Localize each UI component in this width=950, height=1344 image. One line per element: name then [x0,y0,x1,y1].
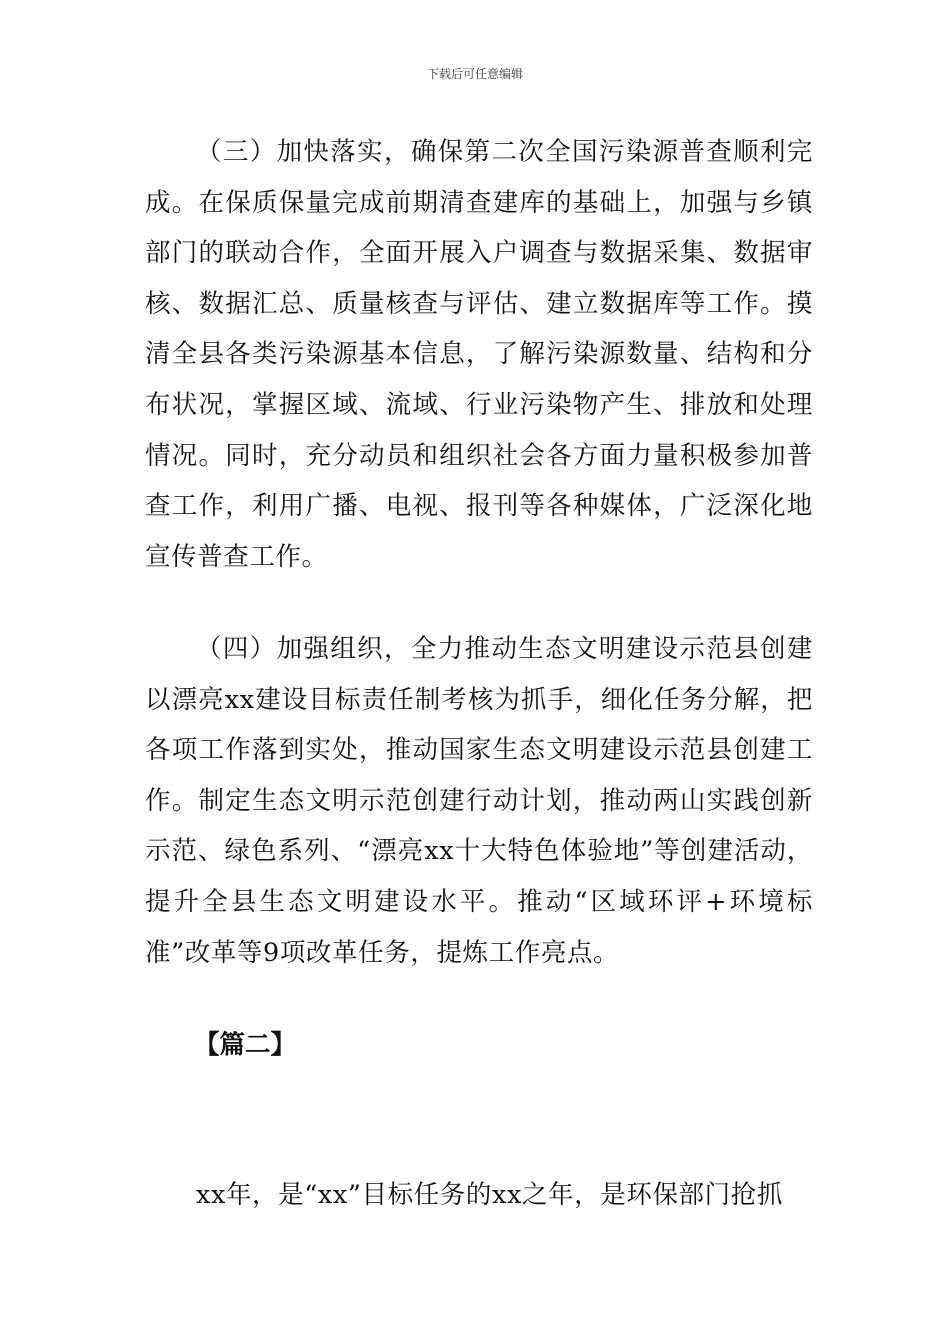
section-heading-part-two: 【篇二】 [194,1030,297,1060]
paragraph-section-three: （三）加快落实，确保第二次全国污染源普查顺利完成。在保质保量完成前期清查建库的基础上，加强与乡镇部门的联动合作，全面开展入户调查与数据采集、数据审核、数据汇总、质量核查与评估、建立数据库等工作。摸清全县各类污染源基本信息，了解污染源数量、结构和分布状况，掌握区域、流域、行业污染物产生、排放和处理情况。同时，充分动员和组织社会各方面力量积极参加普查工作，利用广播、电视、报刊等各种媒体，广泛深化地宣传普查工作。 [145,137,813,572]
paragraph-part-two-intro: xx年，是“xx”目标任务的xx之年，是环保部门抢抓 [196,1180,783,1210]
paragraph-section-four: （四）加强组织，全力推动生态文明建设示范县创建以漂亮xx建设目标责任制考核为抓手，细化任务分解，把各项工作落到实处，推动国家生态文明建设示范县创建工作。制定生态文明示范创建行动计划，推动两山实践创新示范、绿色系列、“漂亮xx十大特色体验地”等创建活动，提升全县生态文明建设水平。推动“区域环评+环境标准”改革等9项改革任务，提炼工作亮点。 [145,634,813,968]
page-header: 下载后可任意编辑 [426,67,523,81]
